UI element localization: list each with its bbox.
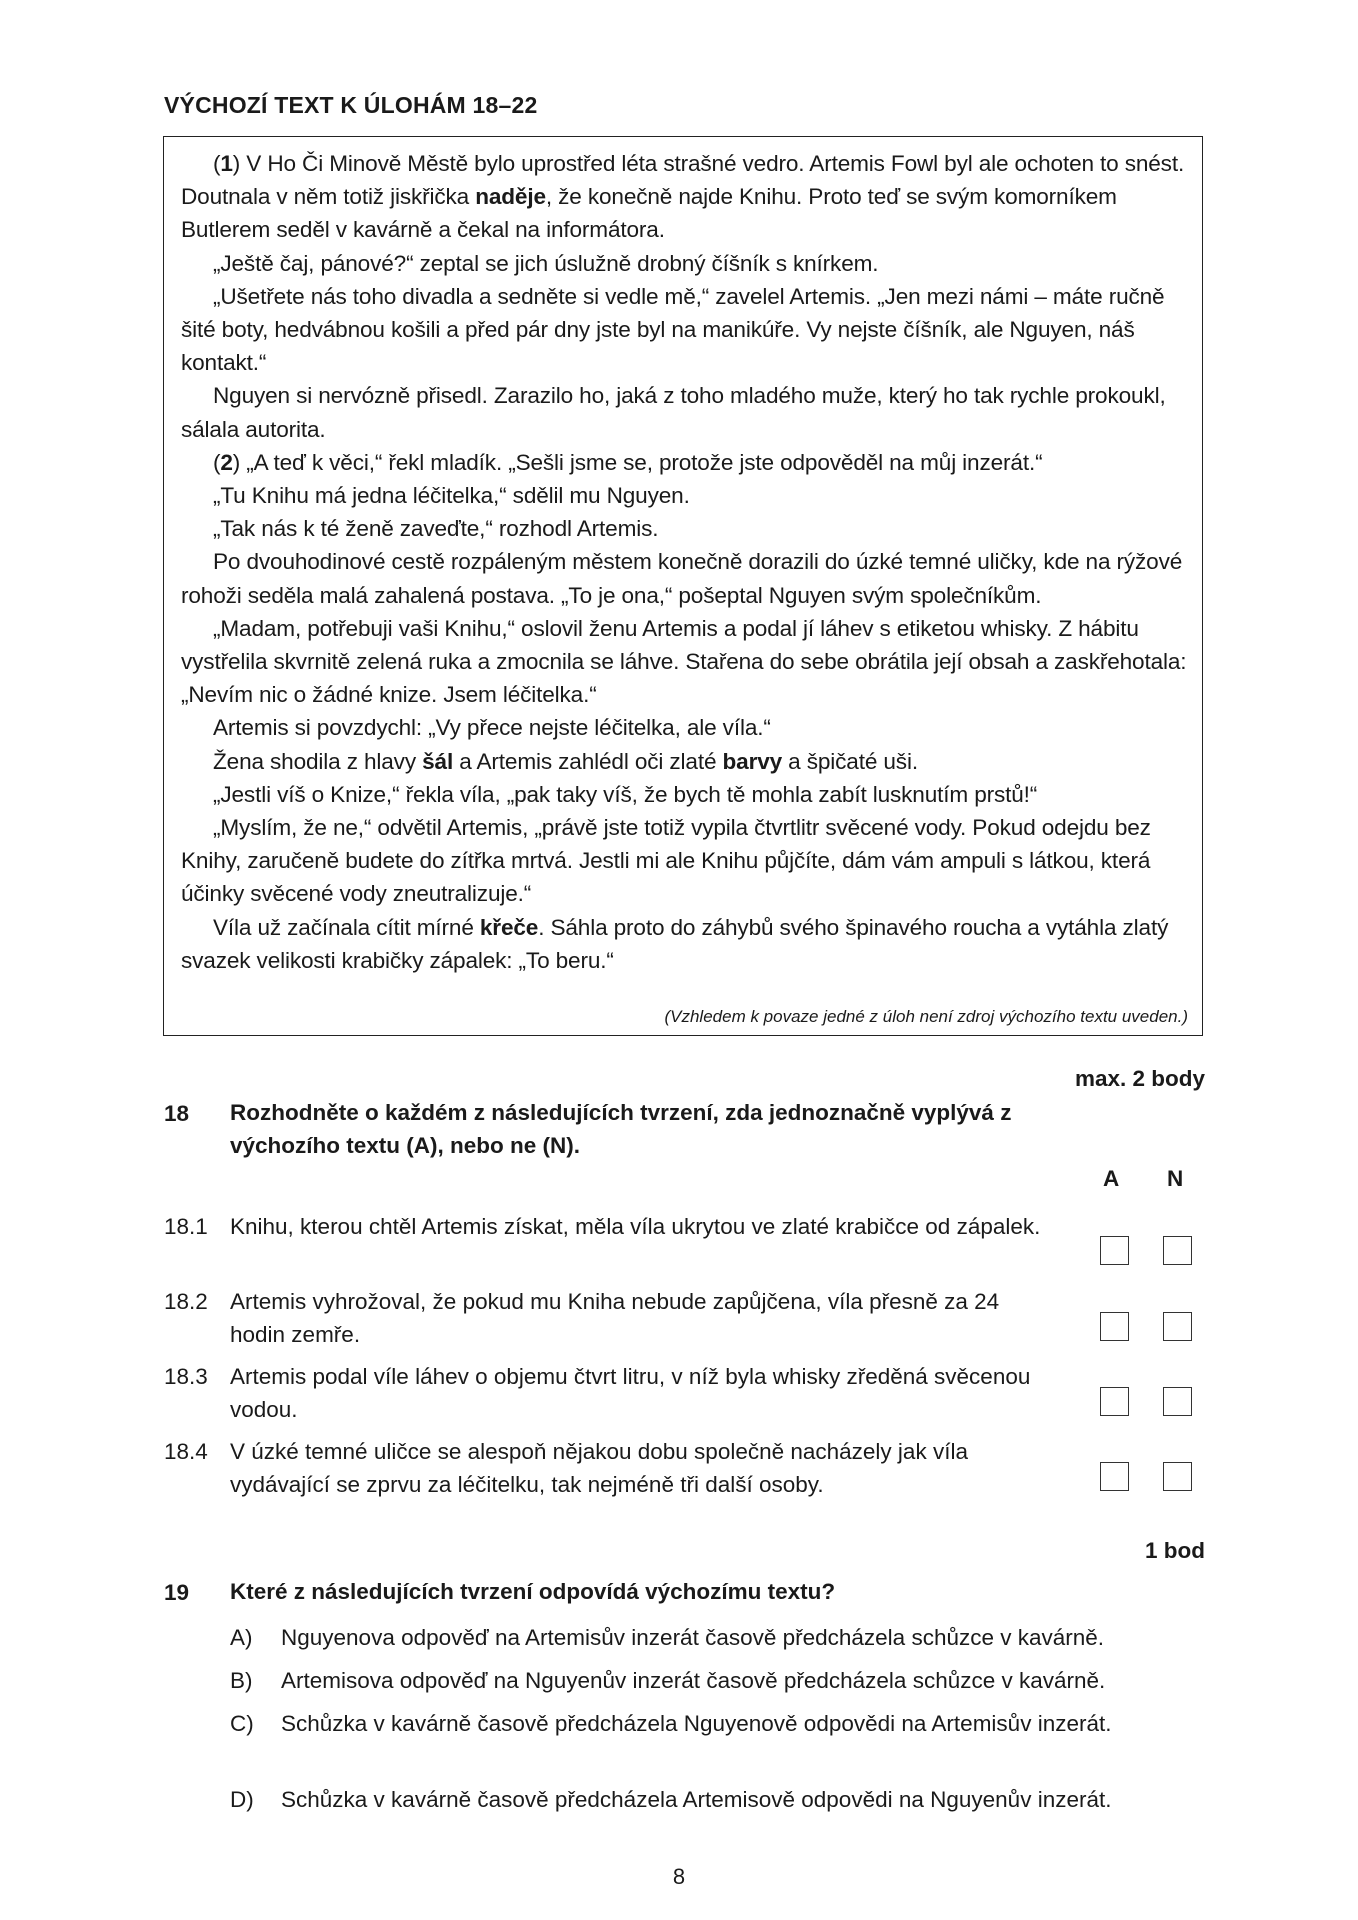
source-paragraph: „Madam, potřebuji vaši Knihu,“ oslovil ženu Artemis a podal jí láhev s etiketou whisky. Z hábitu vystřelila skvrnitě zelená ruka a zmocnila se láhve. Stařena do sebe obrátila její obsah a zaskřehotala: „Nevím nic o žádné knize. Jsem léčitelka.“ xyxy=(181,615,1187,708)
q19-text: Které z následujících tvrzení odpovídá výchozímu textu? xyxy=(230,1579,836,1604)
source-paragraph: Artemis si povzdychl: „Vy přece nejste léčitelka, ale víla.“ xyxy=(213,715,771,741)
q18-4-checkbox-a[interactable] xyxy=(1100,1462,1129,1491)
source-paragraph: „Tu Knihu má jedna léčitelka,“ sdělil mu Nguyen. xyxy=(213,483,690,509)
option-letter: D) xyxy=(230,1787,254,1812)
item-text: V úzké temné uličce se alespoň nějakou dobu společně nacházely jak víla vydávající se zprvu za léčitelku, tak nejméně tři další osoby. xyxy=(230,1439,968,1497)
q18-4-checkbox-n[interactable] xyxy=(1163,1462,1192,1491)
column-a-header: A xyxy=(1103,1166,1120,1191)
option-letter: B) xyxy=(230,1668,253,1693)
source-paragraph: Víla už začínala cítit mírné křeče. Sáhla proto do záhybů svého špinavého roucha a vytáhla zlatý svazek velikosti krabičky zápalek: „To beru.“ xyxy=(181,914,1169,973)
q19-number: 19 xyxy=(164,1580,190,1605)
source-paragraph: Žena shodila z hlavy šál a Artemis zahlédl oči zlaté barvy a špičaté uši. xyxy=(213,748,918,774)
q18-number: 18 xyxy=(164,1101,190,1126)
source-paragraph: Nguyen si nervózně přisedl. Zarazilo ho, jaká z toho mladého muže, který ho tak rychle prokoukl, sálala autorita. xyxy=(181,383,1166,442)
source-paragraph: (2) „A teď k věci,“ řekl mladík. „Sešli jsme se, protože jste odpověděl na můj inzerát.“ xyxy=(213,449,1043,475)
item-text: Artemis podal víle láhev o objemu čtvrt litru, v níž byla whisky zředěná svěcenou vodou. xyxy=(230,1364,1031,1422)
source-paragraph: „Ještě čaj, pánové?“ zeptal se jich úslužně drobný číšník s knírkem. xyxy=(213,250,879,276)
option-text: Schůzka v kavárně časově předcházela Artemisově odpovědi na Nguyenův inzerát. xyxy=(281,1787,1112,1812)
section-heading: VÝCHOZÍ TEXT K ÚLOHÁM 18–22 xyxy=(164,92,538,118)
option-letter: C) xyxy=(230,1711,254,1736)
q18-3-checkbox-a[interactable] xyxy=(1100,1387,1129,1416)
q18-1-checkbox-n[interactable] xyxy=(1163,1236,1192,1265)
q18-2-checkbox-a[interactable] xyxy=(1100,1312,1129,1341)
item-text: Knihu, kterou chtěl Artemis získat, měla víla ukrytou ve zlaté krabičce od zápalek. xyxy=(230,1214,1041,1239)
source-text-box xyxy=(163,136,1203,1036)
item-number: 18.3 xyxy=(164,1364,208,1389)
source-paragraph: „Tak nás k té ženě zaveďte,“ rozhodl Artemis. xyxy=(213,516,659,542)
source-text-paragraphs xyxy=(181,147,1188,977)
column-n-header: N xyxy=(1167,1166,1184,1191)
option-text: Schůzka v kavárně časově předcházela Nguyenově odpovědi na Artemisův inzerát. xyxy=(281,1711,1112,1736)
q18-2-checkbox-n[interactable] xyxy=(1163,1312,1192,1341)
item-number: 18.1 xyxy=(164,1214,208,1239)
q18-1-checkbox-a[interactable] xyxy=(1100,1236,1129,1265)
option-letter: A) xyxy=(230,1625,253,1650)
option-text: Nguyenova odpověď na Artemisův inzerát časově předcházela schůzce v kavárně. xyxy=(281,1625,1105,1650)
item-number: 18.2 xyxy=(164,1289,208,1314)
item-text: Artemis vyhrožoval, že pokud mu Kniha nebude zapůjčena, víla přesně za 24 hodin zemře. xyxy=(230,1289,1000,1347)
q18-points: max. 2 body xyxy=(1074,1066,1205,1091)
option-text: Artemisova odpověď na Nguyenův inzerát časově předcházela schůzce v kavárně. xyxy=(281,1668,1106,1693)
q18-3-checkbox-n[interactable] xyxy=(1163,1387,1192,1416)
q18-text: Rozhodněte o každém z následujících tvrzení, zda jednoznačně vyplývá z výchozího textu (A), nebo ne (N). xyxy=(230,1100,1012,1158)
source-paragraph: „Ušetřete nás toho divadla a sedněte si vedle mě,“ zavelel Artemis. „Jen mezi námi – máte ručně šité boty, hedvábnou košili a před pár dny jste byl na manikúře. Vy nejste číšník, ale Nguyen, náš kontakt.“ xyxy=(181,283,1165,376)
item-number: 18.4 xyxy=(164,1439,208,1464)
page-number: 8 xyxy=(672,1864,686,1889)
q19-points: 1 bod xyxy=(1145,1538,1205,1563)
source-note: (Vzhledem k povaze jedné z úloh není zdroj výchozího textu uveden.) xyxy=(664,1007,1188,1026)
source-paragraph: „Myslím, že ne,“ odvětil Artemis, „právě jste totiž vypila čtvrtlitr svěcené vody. Pokud odejdu bez Knihy, zaručeně budete do zítřka mrtvá. Jestli mi ale Knihu půjčíte, dám vám ampuli s látkou, která účinky svěcené vody zneutralizuje.“ xyxy=(181,815,1151,907)
source-paragraph: „Jestli víš o Knize,“ řekla víla, „pak taky víš, že bych tě mohla zabít lusknutím prstů!“ xyxy=(213,781,1038,807)
source-paragraph: (1) V Ho Či Minově Městě bylo uprostřed léta strašné vedro. Artemis Fowl byl ale ochoten to snést. Doutnala v něm totiž jiskřička naděje, že konečně najde Knihu. Proto teď se svým komorníkem Butlerem seděl v kavárně a čekal na informátora. xyxy=(181,151,1185,243)
source-paragraph: Po dvouhodinové cestě rozpáleným městem konečně dorazili do úzké temné uličky, kde na rýžové rohoži seděla malá zahalená postava. „To je ona,“ pošeptal Nguyen svým společníkům. xyxy=(181,549,1183,608)
